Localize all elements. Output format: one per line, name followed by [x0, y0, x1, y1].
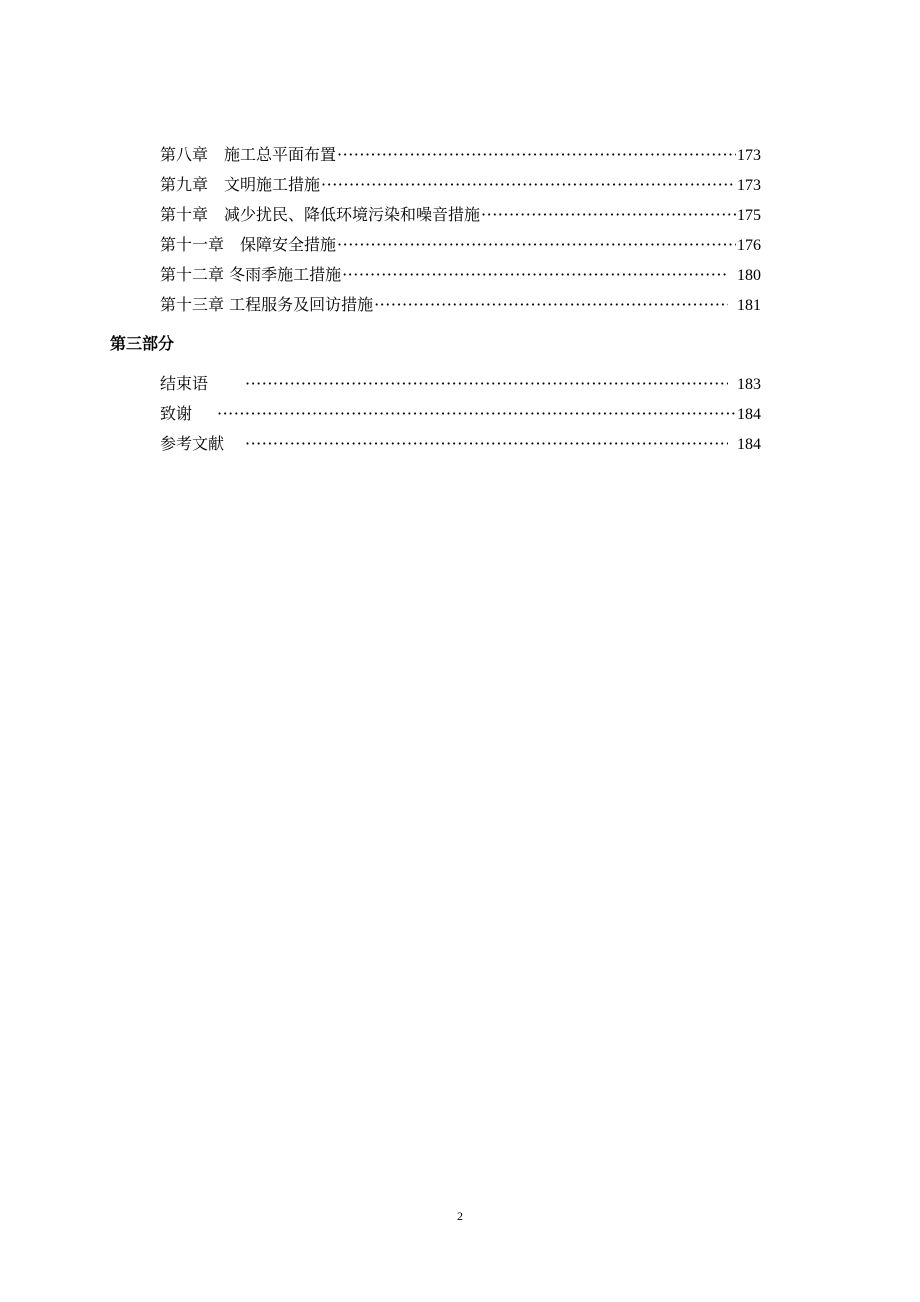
toc-entry-page: 180: [737, 267, 761, 284]
toc-entry[interactable]: [160, 174, 761, 196]
toc-entry[interactable]: [160, 144, 761, 166]
toc-leader-dots: [321, 174, 736, 196]
toc-leader-dots: [337, 234, 736, 256]
toc-entry-title: 参考文献: [160, 434, 225, 453]
toc-entry-page: 176: [737, 237, 761, 254]
toc-entry-title: 第十三章 工程服务及回访措施: [160, 295, 374, 314]
toc-entry-page: 184: [737, 406, 761, 423]
toc-entry-title: 第九章 文明施工措施: [160, 175, 321, 194]
toc-leader-dots: [245, 373, 728, 395]
toc-entry[interactable]: [160, 264, 761, 286]
toc-leader-dots: [337, 144, 736, 166]
toc-leader-dots: [374, 294, 728, 316]
toc-entry[interactable]: [160, 403, 761, 425]
toc-entry-page: 183: [737, 376, 761, 393]
toc-entry-title: 第八章 施工总平面布置: [160, 145, 337, 164]
toc-leader-dots: [342, 264, 728, 286]
toc-entry-title: 第十章 减少扰民、降低环境污染和噪音措施: [160, 205, 481, 224]
toc-entry-page: 175: [737, 207, 761, 224]
toc-leader-dots: [217, 403, 736, 425]
toc-entry-page: 184: [737, 436, 761, 453]
toc-entry[interactable]: [160, 373, 761, 395]
toc-entry-title: 第十一章 保障安全措施: [160, 235, 337, 254]
toc-entry-page: 173: [737, 147, 761, 164]
toc-entry[interactable]: [160, 433, 761, 455]
toc-entry[interactable]: [160, 204, 761, 226]
toc-leader-dots: [481, 204, 736, 226]
toc-entry-title: 第十二章 冬雨季施工措施: [160, 265, 342, 284]
page-number: 2: [457, 1209, 463, 1223]
toc-entry-page: 173: [737, 177, 761, 194]
toc-entry[interactable]: [160, 294, 761, 316]
toc-entry[interactable]: [160, 234, 761, 256]
toc-entry-title: 致谢: [160, 404, 193, 423]
part-three-heading: 第三部分: [110, 334, 175, 353]
toc-entry-title: 结束语: [160, 374, 225, 393]
toc-leader-dots: [245, 433, 728, 455]
toc-entry-page: 181: [737, 297, 761, 314]
